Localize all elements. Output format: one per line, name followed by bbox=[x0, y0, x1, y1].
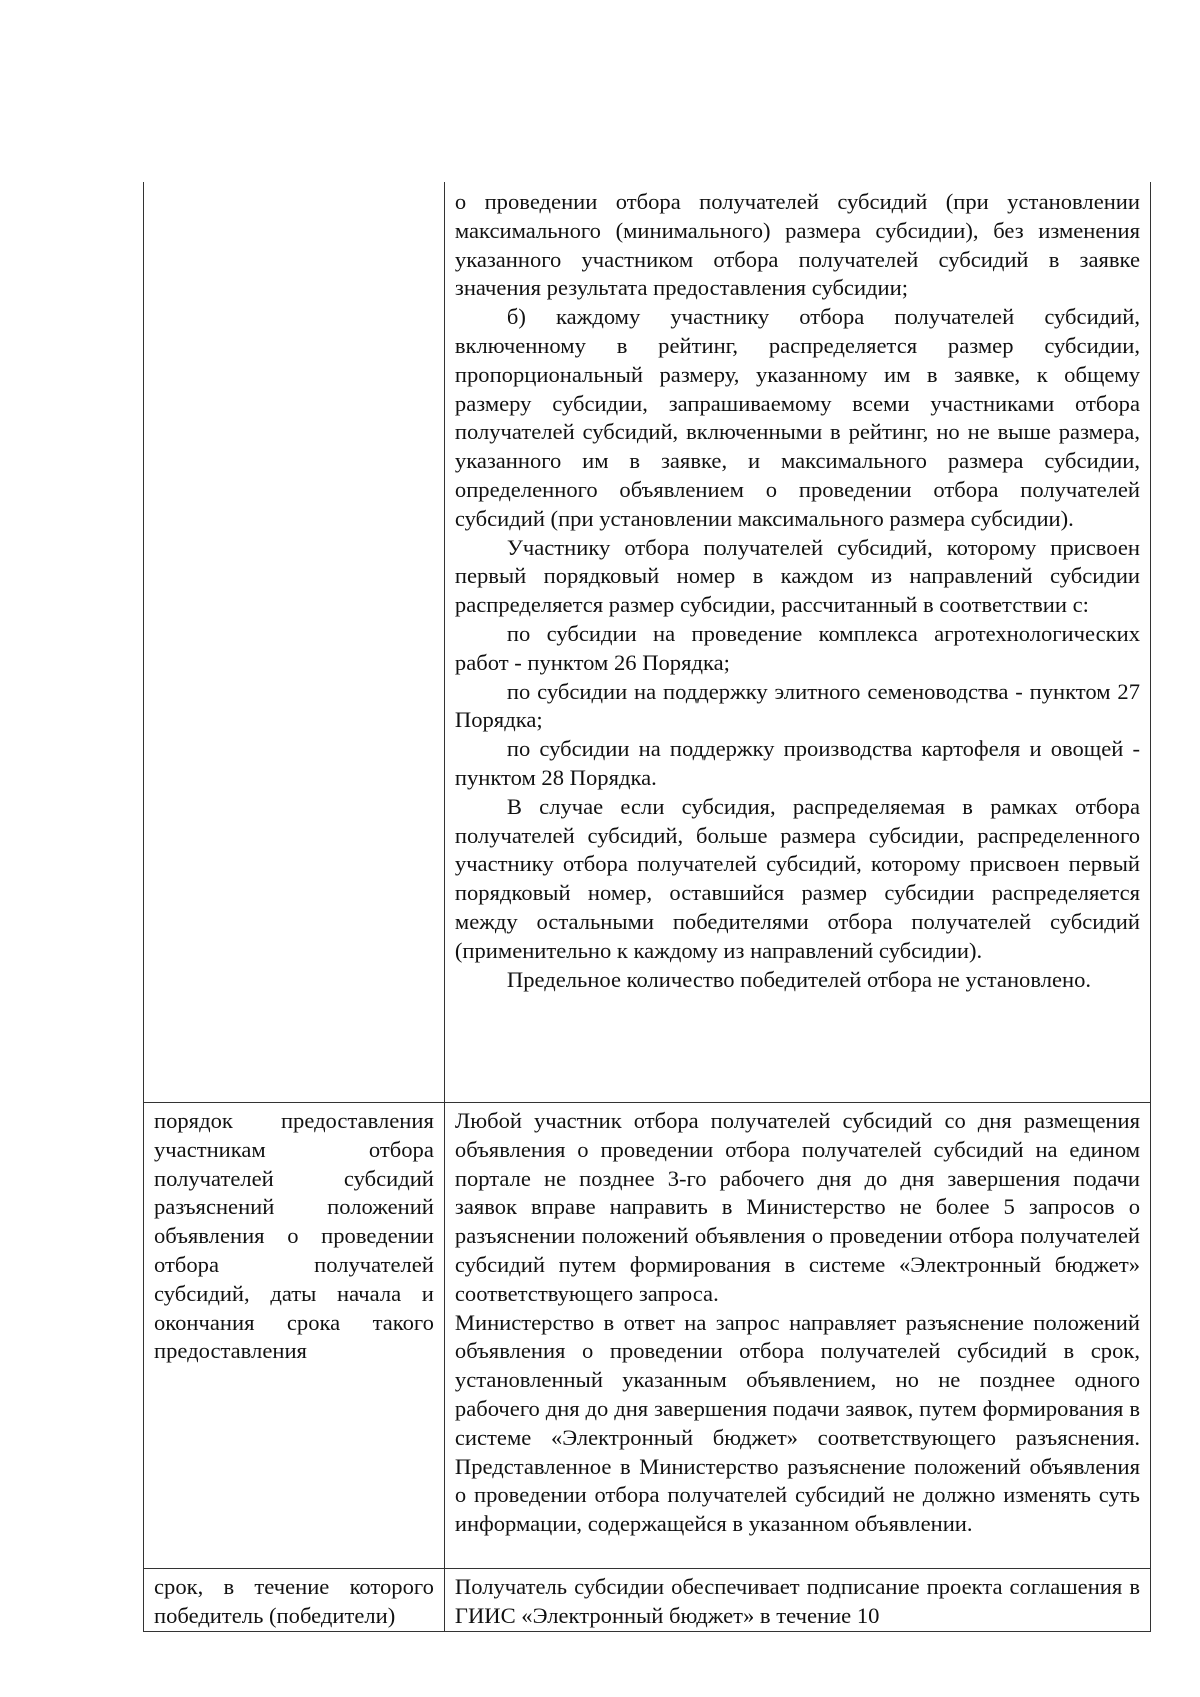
paragraph: по субсидии на проведение комплекса агротехнологических работ - пунктом 26 Порядка; bbox=[454, 620, 1140, 675]
table-row bbox=[144, 1103, 1151, 1569]
conditions-table bbox=[143, 182, 1151, 1632]
paragraph: Министерство в ответ на запрос направляет разъяснение положений объявления о проведении отбора получателей субсидий в срок, установленный указанным объявлением, но не позднее одного рабочего дня до дня завершения подачи заявок, путем формирования в системе «Электронный бюджет» соответствующего разъяснения. Представленное в Министерство разъяснение положений объявления о проведении отбора получателей субсидий не должно изменять суть информации, содержащейся в указанном объявлении. bbox=[454, 1309, 1140, 1537]
row-content-cell bbox=[444, 1569, 1150, 1632]
paragraph: по субсидии на поддержку производства картофеля и овощей - пунктом 28 Порядка. bbox=[454, 736, 1140, 790]
paragraph: В случае если субсидия, распределяемая в рамках отбора получателей субсидий, больше размера субсидии, распределенного участнику отбора получателей субсидий, которому присвоен первый порядковый номер, оставшийся размер субсидии распределяется между остальными победителями отбора получателей субсидий (применительно к каждому из направлений субсидии). bbox=[454, 793, 1140, 963]
paragraph: Получатель субсидии обеспечивает подписание проекта соглашения в ГИИС «Электронный бюджет» в течение 10 bbox=[454, 1574, 1140, 1628]
row-label-cell bbox=[144, 1103, 445, 1569]
row-label-cell bbox=[144, 1569, 445, 1632]
paragraph: б) каждому участнику отбора получателей субсидий, включенному в рейтинг, распределяется размер субсидии, пропорциональный размеру, указанному им в заявке, к общему размеру субсидии, запрашиваемому всеми участниками отбора получателей субсидий, включенными в рейтинг, но не выше размера, указанного им в заявке, и максимального размера субсидии, определенного объявлением о проведении отбора получателей субсидий (при установлении максимального размера субсидии). bbox=[454, 304, 1140, 531]
table-row bbox=[144, 1569, 1151, 1632]
row-content-cell bbox=[444, 182, 1150, 1103]
row-label: срок, в течение которого победитель (победители) bbox=[154, 1574, 434, 1628]
paragraph: Участнику отбора получателей субсидий, которому присвоен первый порядковый номер в каждом из направлений субсидии распределяется размер субсидии, рассчитанный в соответствии с: bbox=[454, 534, 1140, 618]
table-row bbox=[144, 182, 1151, 1103]
row-label-cell bbox=[144, 182, 445, 1103]
paragraph: Предельное количество победителей отбора не установлено. bbox=[506, 966, 1092, 992]
row-content-cell bbox=[444, 1103, 1150, 1569]
row-label: порядок предоставления участникам отбора получателей субсидий разъяснений положений объявления о проведении отбора получателей субсидий, даты начала и окончания срока такого предоставления bbox=[154, 1108, 434, 1364]
paragraph: Любой участник отбора получателей субсидий со дня размещения объявления о проведении отбора получателей субсидий на едином портале не позднее 3-го рабочего дня до дня завершения подачи заявок вправе направить в Министерство не более 5 запросов о разъяснении положений объявления о проведении отбора получателей субсидий путем формирования в системе «Электронный бюджет» соответствующего запроса. bbox=[454, 1108, 1140, 1306]
paragraph: о проведении отбора получателей субсидий (при установлении максимального (минимального) размера субсидии), без изменения указанного участником отбора получателей субсидий в заявке значения результата предоставления субсидии; bbox=[454, 189, 1140, 301]
paragraph: по субсидии на поддержку элитного семеноводства - пунктом 27 Порядка; bbox=[454, 678, 1140, 733]
